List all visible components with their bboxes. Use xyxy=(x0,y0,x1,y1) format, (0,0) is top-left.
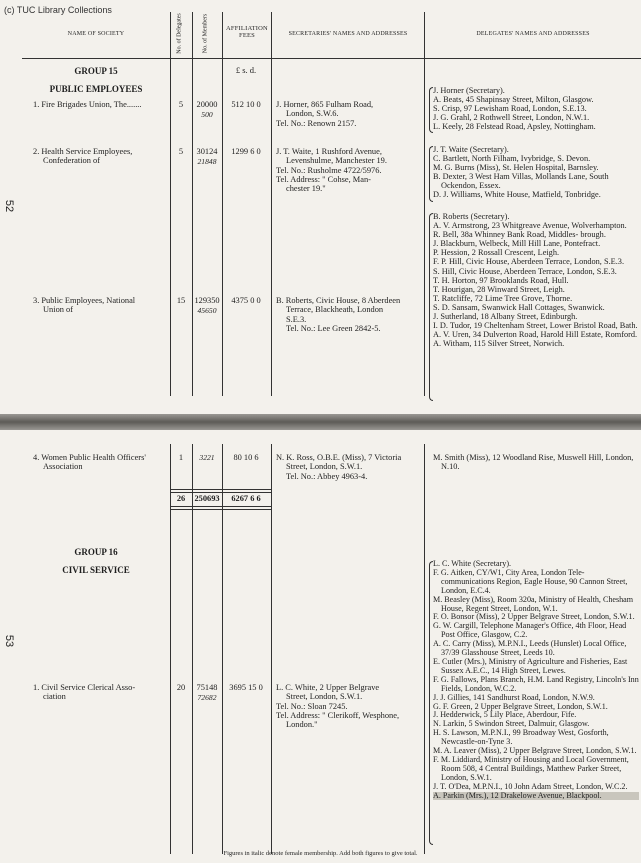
list-item: T. Hourigan, 28 Winward Street, Leigh. xyxy=(433,284,565,294)
list-item: P. Hession, 2 Rossall Crescent, Leigh. xyxy=(433,248,560,258)
secretary-address: J. Horner, 865 Fulham Road, London, S.W.6. Tel. No.: Renown 2157. xyxy=(276,100,374,128)
list-item: M. A. Leaver (Miss), 2 Upper Belgrave Street, London, S.W.1. xyxy=(433,746,637,756)
list-item: E. Cutler (Mrs.), Ministry of Agriculture and Fisheries, East Sussex A.E.C., 14 High Street, Lewes. xyxy=(433,656,628,675)
secretary-address: L. C. White, 2 Upper Belgrave Street, London, S.W.1. Tel. No.: Sloan 7245. Tel. Address: " Clerikoff, Wesphone, London." xyxy=(276,683,400,730)
page-spread-gap xyxy=(0,414,641,430)
female-members: 45650 xyxy=(197,306,217,315)
list-item: I. D. Tudor, 19 Cheltenham Street, Lower Bristol Road, Bath. xyxy=(433,321,638,331)
list-item: T. H. Horton, 97 Brooklands Road, Hull. xyxy=(433,275,569,285)
list-item: F. M. Liddiard, Ministry of Housing and Local Government, Room 508, 4 Central Buildings, Matthew Parker Street, London, S.W.1. xyxy=(433,754,629,782)
list-item: M. G. Burns (Miss), St. Helen Hospital, Barnsley. xyxy=(433,163,599,173)
list-item: T. Ratcliffe, 72 Lime Tree Grove, Thorne. xyxy=(433,293,573,303)
delegates-count: 1 xyxy=(178,453,184,462)
list-item: R. Bell, 38a Whinney Bank Road, Middles- brough. xyxy=(433,230,606,240)
group-16-subtitle: CIVIL SERVICE xyxy=(62,565,130,575)
list-item: F. G. Aitken, CY/W1, City Area, London Tele- communications Region, Eagle House, 90 Cannon Street, London, E.C.4. xyxy=(433,567,628,595)
society-name: 3. Public Employees, National Union of xyxy=(33,296,136,315)
list-item: B. Roberts (Secretary). xyxy=(433,212,510,221)
list-item: A. C. Carry (Miss), M.P.N.I., Leeds (Hunslet) Local Office, 37/39 Glasshouse Street, Leeds 10. xyxy=(433,639,627,658)
list-item: M. Beasley (Miss), Room 320a, Ministry of Health, Chesham House, Regent Street, London, W.1. xyxy=(433,594,634,613)
secretary-address: B. Roberts, Civic House, 8 Aberdeen Terrace, Blackheath, London S.E.3. Tel. No.: Lee Green 2842-5. xyxy=(276,296,401,333)
affiliation-fees: 3695 15 0 xyxy=(229,683,263,692)
list-item: J. G. Grahl, 2 Rothwell Street, London, N.W.1. xyxy=(433,113,590,123)
header-fees: AFFILIATION FEES xyxy=(226,25,268,39)
list-item: J. Sutherland, 18 Albany Street, Edinburgh. xyxy=(433,312,578,322)
secretary-address: J. T. Waite, 1 Rushford Avenue, Levenshulme, Manchester 19. Tel. No.: Rusholme 4722/5976. Tel. Address: " Cohse, Man- chester 19." xyxy=(276,147,387,194)
delegates-count: 15 xyxy=(176,296,186,305)
list-item: F. O. Bonsor (Miss), 2 Upper Belgrave Street, London, S.W.1. xyxy=(433,612,635,622)
total-members: 250693 xyxy=(194,494,220,503)
list-item: A. Beats, 45 Shapinsay Street, Milton, Glasgow. xyxy=(433,95,594,105)
total-delegates: 26 xyxy=(176,494,186,503)
page-number: 53 xyxy=(3,634,16,648)
list-item: A. Witham, 115 Silver Street, Norwich. xyxy=(433,339,565,349)
female-members: 21848 xyxy=(197,157,217,166)
list-item: J. J. Gillies, 141 Sandhurst Road, London, N.W.9. xyxy=(433,692,595,702)
society-name: 1. Fire Brigades Union, The....... xyxy=(33,100,142,109)
page-53 xyxy=(0,430,641,863)
list-item: J. T. Waite (Secretary). xyxy=(433,145,509,154)
list-item: S. Crisp, 97 Lewisham Road, London, S.E.13. xyxy=(433,104,587,114)
list-item: C. Bartlett, North Filham, Ivybridge, S. Devon. xyxy=(433,154,591,164)
list-item: J. Blackburn, Welbeck, Mill Hill Lane, Pontefract. xyxy=(433,239,601,249)
delegates-count: 20 xyxy=(176,683,186,692)
list-item: F. G. Fallows, Plans Branch, H.M. Land Registry, Lincoln's Inn Fields, London, W.C.2. xyxy=(433,674,639,693)
secretary-address: N. K. Ross, O.B.E. (Miss), 7 Victoria Street, London, S.W.1. Tel. No.: Abbey 4963-4. xyxy=(276,453,402,481)
list-item: F. P. Hill, Civic House, Aberdeen Terrace, London, S.E.3. xyxy=(433,257,625,267)
members-count: 30124 xyxy=(196,147,218,156)
female-members: 72682 xyxy=(197,693,217,702)
list-item: L. C. White (Secretary). xyxy=(433,559,512,568)
list-item: D. J. Williams, White House, Matfield, Tonbridge. xyxy=(433,190,601,200)
list-item: S. Hill, Civic House, Aberdeen Terrace, London, S.E.3. xyxy=(433,266,617,276)
affiliation-fees: 80 10 6 xyxy=(233,453,259,462)
delegates-list xyxy=(433,86,639,131)
list-item: H. S. Lawson, M.P.N.I., 99 Broadway West, Gosforth, Newcastle-on-Tyne 3. xyxy=(433,728,609,747)
list-item: L. Keely, 28 Felstead Road, Apsley, Nottingham. xyxy=(433,122,596,132)
header-delegates-names: DELEGATES' NAMES AND ADDRESSES xyxy=(476,31,590,37)
delegates-list xyxy=(433,560,639,800)
group-15-title: GROUP 15 xyxy=(74,66,118,76)
delegates-list xyxy=(433,453,639,471)
delegates-count: 5 xyxy=(178,147,184,156)
group-15-subtitle: PUBLIC EMPLOYEES xyxy=(49,84,143,94)
page-number: 52 xyxy=(3,199,16,213)
female-members: 500 xyxy=(201,110,213,119)
delegates-count: 5 xyxy=(178,100,184,109)
members-count: 20000 xyxy=(196,100,218,109)
header-society: NAME OF SOCIETY xyxy=(67,31,125,37)
page-52 xyxy=(0,0,641,414)
list-item: J. Horner (Secretary). xyxy=(433,86,505,95)
currency-header: £ s. d. xyxy=(235,65,257,75)
list-item: A. V. Uren, 34 Dulverton Road, Harold Hill Estate, Romford. xyxy=(433,330,638,340)
list-item: M. Smith (Miss), 12 Woodland Rise, Muswell Hill, London, N.10. xyxy=(433,453,634,472)
delegates-list xyxy=(433,212,639,348)
list-item: G. F. Green, 2 Upper Belgrave Street, London, S.W.1. xyxy=(433,701,608,711)
affiliation-fees: 1299 6 0 xyxy=(231,147,261,156)
affiliation-fees: 4375 0 0 xyxy=(231,296,261,305)
group-16-title: GROUP 16 xyxy=(74,547,118,557)
list-item: N. Larkin, 5 Swindon Street, Dalmuir, Glasgow. xyxy=(433,719,590,729)
list-item: J. Hedderwick, 5 Lily Place, Aberdour, Fife. xyxy=(433,710,577,720)
list-item: S. D. Sansam, Swanwick Hall Cottages, Swanwick. xyxy=(433,302,605,312)
affiliation-fees: 512 10 0 xyxy=(231,100,261,109)
members-count: 3221 xyxy=(199,453,215,462)
society-name: 2. Health Service Employees, Confederation of xyxy=(33,147,133,166)
footer-note: Figures in italic denote female membership. Add both figures to give total. xyxy=(223,850,418,857)
list-item: B. Dexter, 3 West Ham Villas, Mollands Lane, South Ockendon, Essex. xyxy=(433,172,609,191)
header-secretaries: SECRETARIES' NAMES AND ADDRESSES xyxy=(288,31,408,37)
members-count: 129350 xyxy=(194,296,220,305)
list-item: G. W. Cargill, Telephone Manager's Office, 4th Floor, Head Post Office, Glasgow, C.2. xyxy=(433,621,627,640)
society-name: 1. Civil Service Clerical Asso- ciation xyxy=(33,683,136,702)
total-fees: 6267 6 6 xyxy=(231,494,261,503)
members-count: 75148 xyxy=(196,683,218,692)
society-name: 4. Women Public Health Officers' Association xyxy=(33,453,146,472)
list-item: A. Parkin (Mrs.), 12 Drakelowe Avenue, Blackpool. xyxy=(433,792,639,801)
list-item: A. V. Armstrong, 23 Whitgreave Avenue, Wolverhampton. xyxy=(433,221,627,231)
header-members: No. of Members xyxy=(202,13,209,54)
list-item: J. T. O'Dea, M.P.N.I., 10 John Adam Street, London, W.C.2. xyxy=(433,781,628,791)
header-delegates: No. of Delegates xyxy=(176,13,183,54)
delegates-list xyxy=(433,145,639,200)
watermark: (c) TUC Library Collections xyxy=(4,5,112,15)
